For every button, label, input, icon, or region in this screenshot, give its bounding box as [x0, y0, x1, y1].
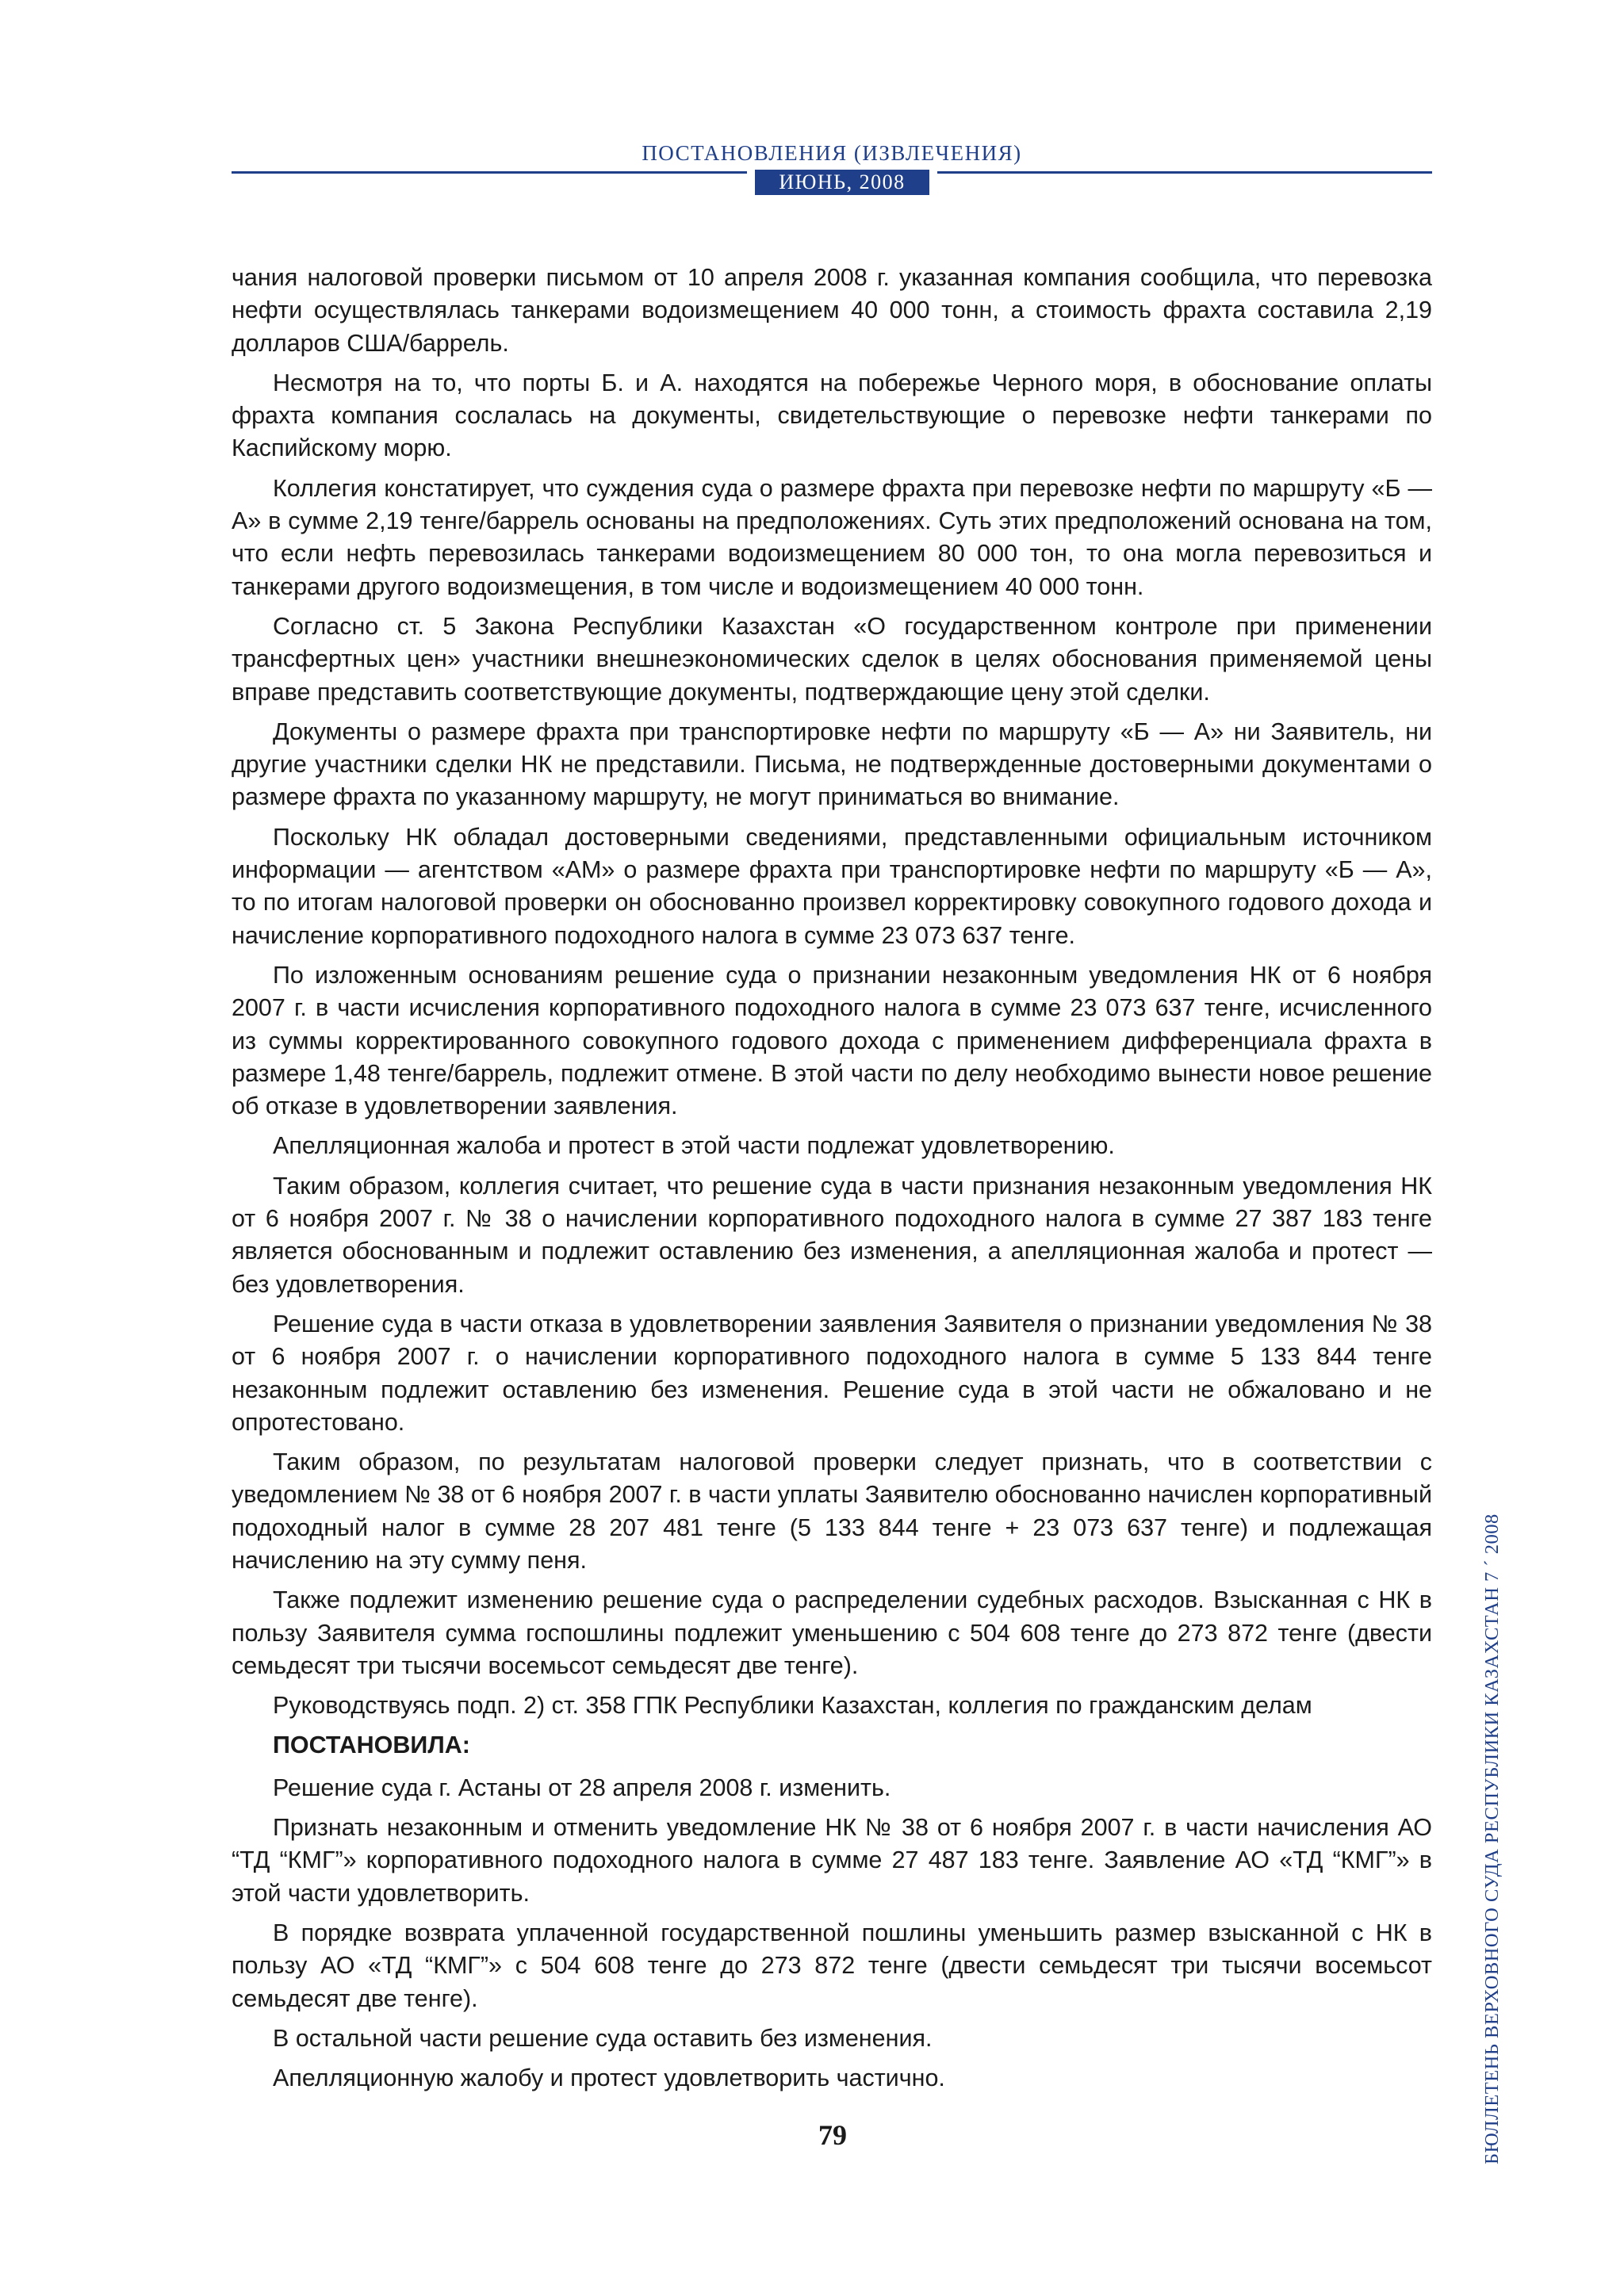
body-paragraph: Документы о размере фрахта при транспортировке нефти по маршруту «Б — А» ни Заявитель, ни другие участники сделки НК не представили. Письма, не подтвержденные достоверными документами о размере фрахта по указанному маршруту, не могут приниматься во внимание.: [232, 718, 1432, 811]
body-paragraph: Поскольку НК обладал достоверными сведениями, представленными официальным источником информации — агентством «АМ» о размере фрахта при транспортировке нефти по маршруту «Б — А», то по итогам налоговой проверки он обоснованно произвел корректировку совокупного годового дохода и начисление корпоративного подоходного налога в сумме 23 073 637 тенге.: [232, 823, 1432, 949]
decision-paragraph: В порядке возврата уплаченной государственной пошлины уменьшить размер взысканной с НК в пользу АО «ТД “КМГ”» с 504 608 тенге до 273 872 тенге (двести семьдесят три тысячи восемьсот семьдесят две тенге).: [232, 1919, 1432, 2012]
body-paragraph: По изложенным основаниям решение суда о признании незаконным уведомления НК от 6 ноября 2007 г. в части исчисления корпоративного подоходного налога в сумме 23 073 637 тенге, исчисленного из суммы корректированного совокупного годового дохода с применением дифференциала фрахта в размере 1,48 тенге/баррель, подлежит отмене. В этой части по делу необходимо вынести новое решение об отказе в удовлетворении заявления.: [232, 961, 1432, 1120]
section-title: ПОСТАНОВЛЕНИЯ (ИЗВЛЕЧЕНИЯ): [642, 141, 1022, 165]
header-rule-right: [937, 171, 1432, 174]
issue-date-label: ИЮНЬ, 2008: [755, 170, 929, 195]
body-paragraph: Таким образом, по результатам налоговой проверки следует признать, что в соответствии с уведомлением № 38 от 6 ноября 2007 г. в части уплаты Заявителю обоснованно начислен корпоративный подоходный налог в сумме 28 207 481 тенге (5 133 844 тенге + 23 073 637 тенге) и подлежащая начислению на эту сумму пеня.: [232, 1448, 1432, 1574]
body-paragraph: Также подлежит изменению решение суда о распределении судебных расходов. Взысканная с НК в пользу Заявителя сумма госпошлины подлежит уменьшению с 504 608 тенге до 273 872 тенге (двести семьдесят три тысячи восемьсот семьдесят две тенге).: [232, 1586, 1432, 1679]
body-paragraph: Несмотря на то, что порты Б. и А. находятся на побережье Черного моря, в обоснование оплаты фрахта компания сослалась на документы, свидетельствующие о перевозке нефти танкерами по Каспийскому морю.: [232, 369, 1432, 462]
body-paragraph: Руководствуясь подп. 2) ст. 358 ГПК Республики Казахстан, коллегия по гражданским делам: [273, 1692, 1312, 1720]
verdict-heading: ПОСТАНОВИЛА:: [273, 1732, 470, 1759]
decision-paragraph: Признать незаконным и отменить уведомление НК № 38 от 6 ноября 2007 г. в части начисления АО “ТД “КМГ”» корпоративного подоходного налога в сумме 27 487 183 тенге. Заявление АО «ТД “КМГ”» в этой части удовлетворить.: [232, 1814, 1432, 1907]
body-paragraph: Решение суда в части отказа в удовлетворении заявления Заявителя о признании уведомления № 38 от 6 ноября 2007 г. о начислении корпоративного подоходного налога в сумме 5 133 844 тенге незаконным подлежит оставлению без изменения. Решение суда в этой части не обжаловано и не опротестовано.: [232, 1310, 1432, 1436]
bulletin-side-title: БЮЛЛЕТЕНЬ ВЕРХОВНОГО СУДА РЕСПУБЛИКИ КАЗАХСТАН 7 ´ 2008: [1481, 1513, 1503, 2164]
document-body: [232, 262, 1432, 2102]
body-paragraph: чания налоговой проверки письмом от 10 апреля 2008 г. указанная компания сообщила, что перевозка нефти осуществлялась танкерами водоизмещением 40 000 тонн, а стоимость фрахта составила 2,19 долларов США/баррель.: [232, 264, 1432, 357]
page-number: 79: [818, 2119, 847, 2151]
decision-paragraph: В остальной части решение суда оставить без изменения.: [273, 2024, 933, 2052]
decision-paragraph: Решение суда г. Астаны от 28 апреля 2008 г. изменить.: [273, 1774, 891, 1801]
running-header: [232, 136, 1432, 200]
body-paragraph: Таким образом, коллегия считает, что решение суда в части признания незаконным уведомления НК от 6 ноября 2007 г. № 38 о начислении корпоративного подоходного налога в сумме 27 387 183 тенге является обоснованным и подлежит оставлению без изменения, а апелляционная жалоба и протест — без удовлетворения.: [232, 1172, 1432, 1298]
body-paragraph: Согласно ст. 5 Закона Республики Казахстан «О государственном контроле при применении трансфертных цен» участники внешнеэкономических сделок в целях обоснования применяемой цены вправе представить соответствующие документы, подтверждающие цену этой сделки.: [232, 612, 1432, 706]
header-rule-left: [232, 171, 747, 174]
body-paragraph: Коллегия констатирует, что суждения суда о размере фрахта при перевозке нефти по маршруту «Б — А» в сумме 2,19 тенге/баррель основаны на предположениях. Суть этих предположений основана на том, что если нефть перевозилась танкерами водоизмещением 80 000 тон, то она могла перевозиться и танкерами другого водоизмещения, в том числе и водоизмещением 40 000 тонн.: [232, 474, 1432, 600]
body-paragraph: Апелляционная жалоба и протест в этой части подлежат удовлетворению.: [273, 1132, 1115, 1160]
decision-paragraph: Апелляционную жалобу и протест удовлетворить частично.: [273, 2064, 945, 2092]
